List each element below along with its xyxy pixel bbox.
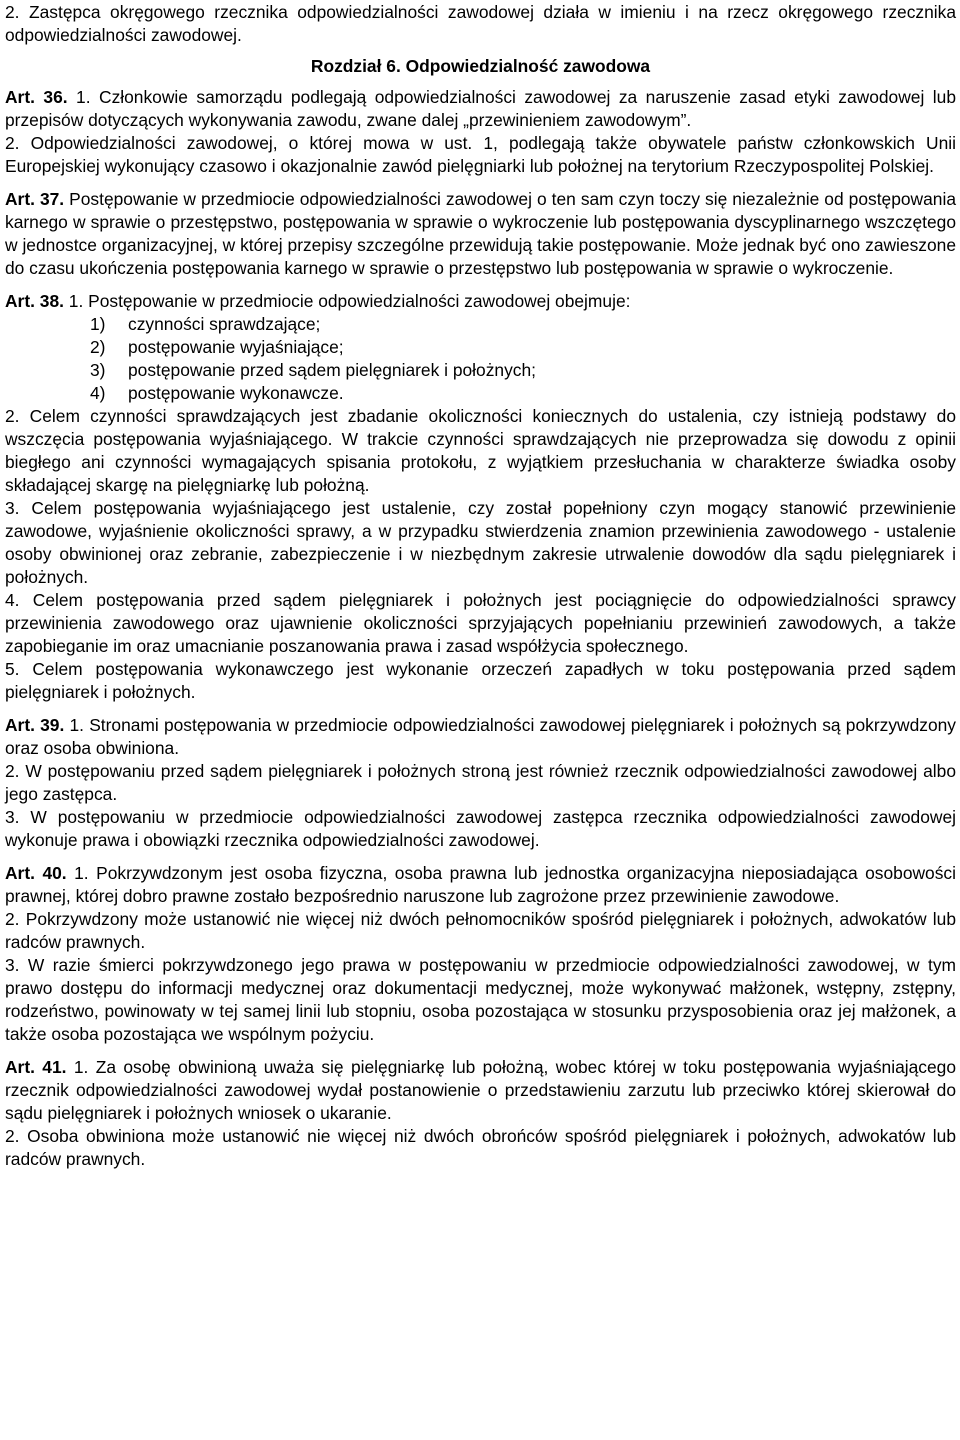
art38-paragraph-5: 5. Celem postępowania wykonawczego jest wykonanie orzeczeń zapadłych w toku postępowania przed sądem pielęgniarek i położnych. [5, 659, 956, 702]
list-item-text: czynności sprawdzające; [128, 314, 321, 334]
art38-label: Art. 38. [5, 291, 64, 311]
art39-paragraph-2: 2. W postępowaniu przed sądem pielęgniarek i położnych stroną jest również rzecznik odpowiedzialności zawodowej albo jego zastępca. [5, 761, 956, 804]
art38-paragraph-1 [5, 290, 956, 313]
list-item-text: postępowanie przed sądem pielęgniarek i położnych; [128, 360, 536, 380]
article-36 [5, 86, 956, 178]
art37-label: Art. 37. [5, 189, 65, 209]
article-39 [5, 714, 956, 852]
art36-p1-text: 1. Członkowie samorządu podlegają odpowiedzialności zawodowej za naruszenie zasad etyki zawodowej lub przepisów dotyczących wykonywania zawodu, zwane dalej „przewinieniem zawodowym”. [5, 87, 956, 130]
article-40 [5, 862, 956, 1046]
art40-paragraph-2: 2. Pokrzywdzony może ustanowić nie więcej niż dwóch pełnomocników spośród pielęgniarek i położnych, adwokatów lub radców prawnych. [5, 909, 956, 952]
chapter-heading: Rozdział 6. Odpowiedzialność zawodowa [310, 56, 651, 76]
art36-paragraph-1 [5, 86, 956, 132]
art38-points-list [5, 313, 956, 405]
art37-paragraph [5, 188, 956, 280]
list-item-text: postępowanie wykonawcze. [128, 383, 344, 403]
art40-paragraph-3: 3. W razie śmierci pokrzywdzonego jego prawa w postępowaniu w przedmiocie odpowiedzialności zawodowej, w tym prawo dostępu do informacji medycznej oraz dokumentacji medycznej, może wykonywać małżonek, wstępny, zstępny, rodzeństwo, powinowaty w tej samej linii lub stopniu, osoba pozostająca w stosunku przysposobienia oraz jej małżonek, a także osoba pozostająca we wspólnym pożyciu. [5, 955, 956, 1044]
art39-paragraph-3: 3. W postępowaniu w przedmiocie odpowiedzialności zawodowej zastępca rzecznika odpowiedzialności zawodowej wykonuje prawa i obowiązki rzecznika odpowiedzialności zawodowej. [5, 807, 956, 850]
art38-paragraph-3: 3. Celem postępowania wyjaśniającego jest ustalenie, czy został popełniony czyn mogący stanowić przewinienie zawodowe, wyjaśnienie okoliczności sprawy, a w przypadku stwierdzenia znamion przewinienia zawodowego - ustalenie osoby obwinionej oraz zebranie, zabezpieczenie i w niezbędnym zakresie utrwalenie dowodów dla sądu pielęgniarek i położnych. [5, 498, 956, 587]
art39-paragraph-1 [5, 714, 956, 760]
art39-label: Art. 39. [5, 715, 65, 735]
art36-paragraph-2: 2. Odpowiedzialności zawodowej, o której mowa w ust. 1, podlegają także obywatele państw członkowskich Unii Europejskiej wykonujący czasowo i okazjonalnie zawód pielęgniarki lub położnej na terytorium Rzeczypospolitej Polskiej. [5, 133, 956, 176]
list-item [90, 336, 956, 359]
art41-paragraph-1 [5, 1056, 956, 1125]
list-item-number: 3) [90, 360, 106, 380]
art36-label: Art. 36. [5, 87, 68, 107]
art38-paragraph-4: 4. Celem postępowania przed sądem pielęgniarek i położnych jest pociągnięcie do odpowiedzialności sprawcy przewinienia zawodowego oraz ujawnienie okoliczności sprzyjających popełnianiu przewinień zawodowych, a także zapobieganie im oraz umacnianie poszanowania prawa i zasad współżycia społecznego. [5, 590, 956, 656]
paragraph-art35-2: 2. Zastępca okręgowego rzecznika odpowiedzialności zawodowej działa w imieniu i na rzecz okręgowego rzecznika odpowiedzialności zawodowej. [5, 2, 956, 45]
article-38 [5, 290, 956, 704]
art40-label: Art. 40. [5, 863, 67, 883]
article-37 [5, 188, 956, 280]
document-body [5, 1, 956, 1171]
article-41 [5, 1056, 956, 1171]
art38-paragraph-2: 2. Celem czynności sprawdzających jest zbadanie okoliczności koniecznych do ustalenia, czy istnieją podstawy do wszczęcia postępowania wyjaśniającego. W trakcie czynności sprawdzających nie przeprowadza się dowodu z opinii biegłego ani czynności wymagających spisania protokołu, z wyjątkiem przesłuchania w charakterze świadka osoby składającej skargę na pielęgniarkę lub położną. [5, 406, 956, 495]
list-item-number: 1) [90, 314, 106, 334]
art38-p1-text: 1. Postępowanie w przedmiocie odpowiedzialności zawodowej obejmuje: [63, 291, 631, 311]
art41-p1-text: 1. Za osobę obwinioną uważa się pielęgniarkę lub położną, wobec której w toku postępowania wyjaśniającego rzecznik odpowiedzialności zawodowej wydał postanowienie o przedstawieniu zarzutu lub przeciwko której skierował do sądu pielęgniarek i położnych wniosek o ukaranie. [5, 1057, 956, 1123]
art40-p1-text: 1. Pokrzywdzonym jest osoba fizyczna, osoba prawna lub jednostka organizacyjna nieposiadająca osobowości prawnej, której dobro prawne zostało bezpośrednio naruszone lub zagrożone przez przewinienie zawodowe. [5, 863, 956, 906]
art39-p1-text: 1. Stronami postępowania w przedmiocie odpowiedzialności zawodowej pielęgniarek i położnych są pokrzywdzony oraz osoba obwiniona. [5, 715, 956, 758]
list-item-text: postępowanie wyjaśniające; [128, 337, 344, 357]
art40-paragraph-1 [5, 862, 956, 908]
list-item-number: 2) [90, 337, 106, 357]
list-item [90, 359, 956, 382]
art41-paragraph-2: 2. Osoba obwiniona może ustanowić nie więcej niż dwóch obrońców spośród pielęgniarek i położnych, adwokatów lub radców prawnych. [5, 1126, 956, 1169]
list-item [90, 382, 956, 405]
art41-label: Art. 41. [5, 1057, 67, 1077]
art37-text: Postępowanie w przedmiocie odpowiedzialności zawodowej o ten sam czyn toczy się niezależnie od postępowania karnego w sprawie o przestępstwo, postępowania w sprawie o wykroczenie lub postępowania dyscyplinarnego wszczętego w jednostce organizacyjnej, w której przepisy szczególne przewidują takie postępowanie. Może jednak być ono zawieszone do czasu ukończenia postępowania karnego w sprawie o przestępstwo lub postępowania w sprawie o wykroczenie. [5, 189, 956, 278]
list-item-number: 4) [90, 383, 106, 403]
list-item [90, 313, 956, 336]
